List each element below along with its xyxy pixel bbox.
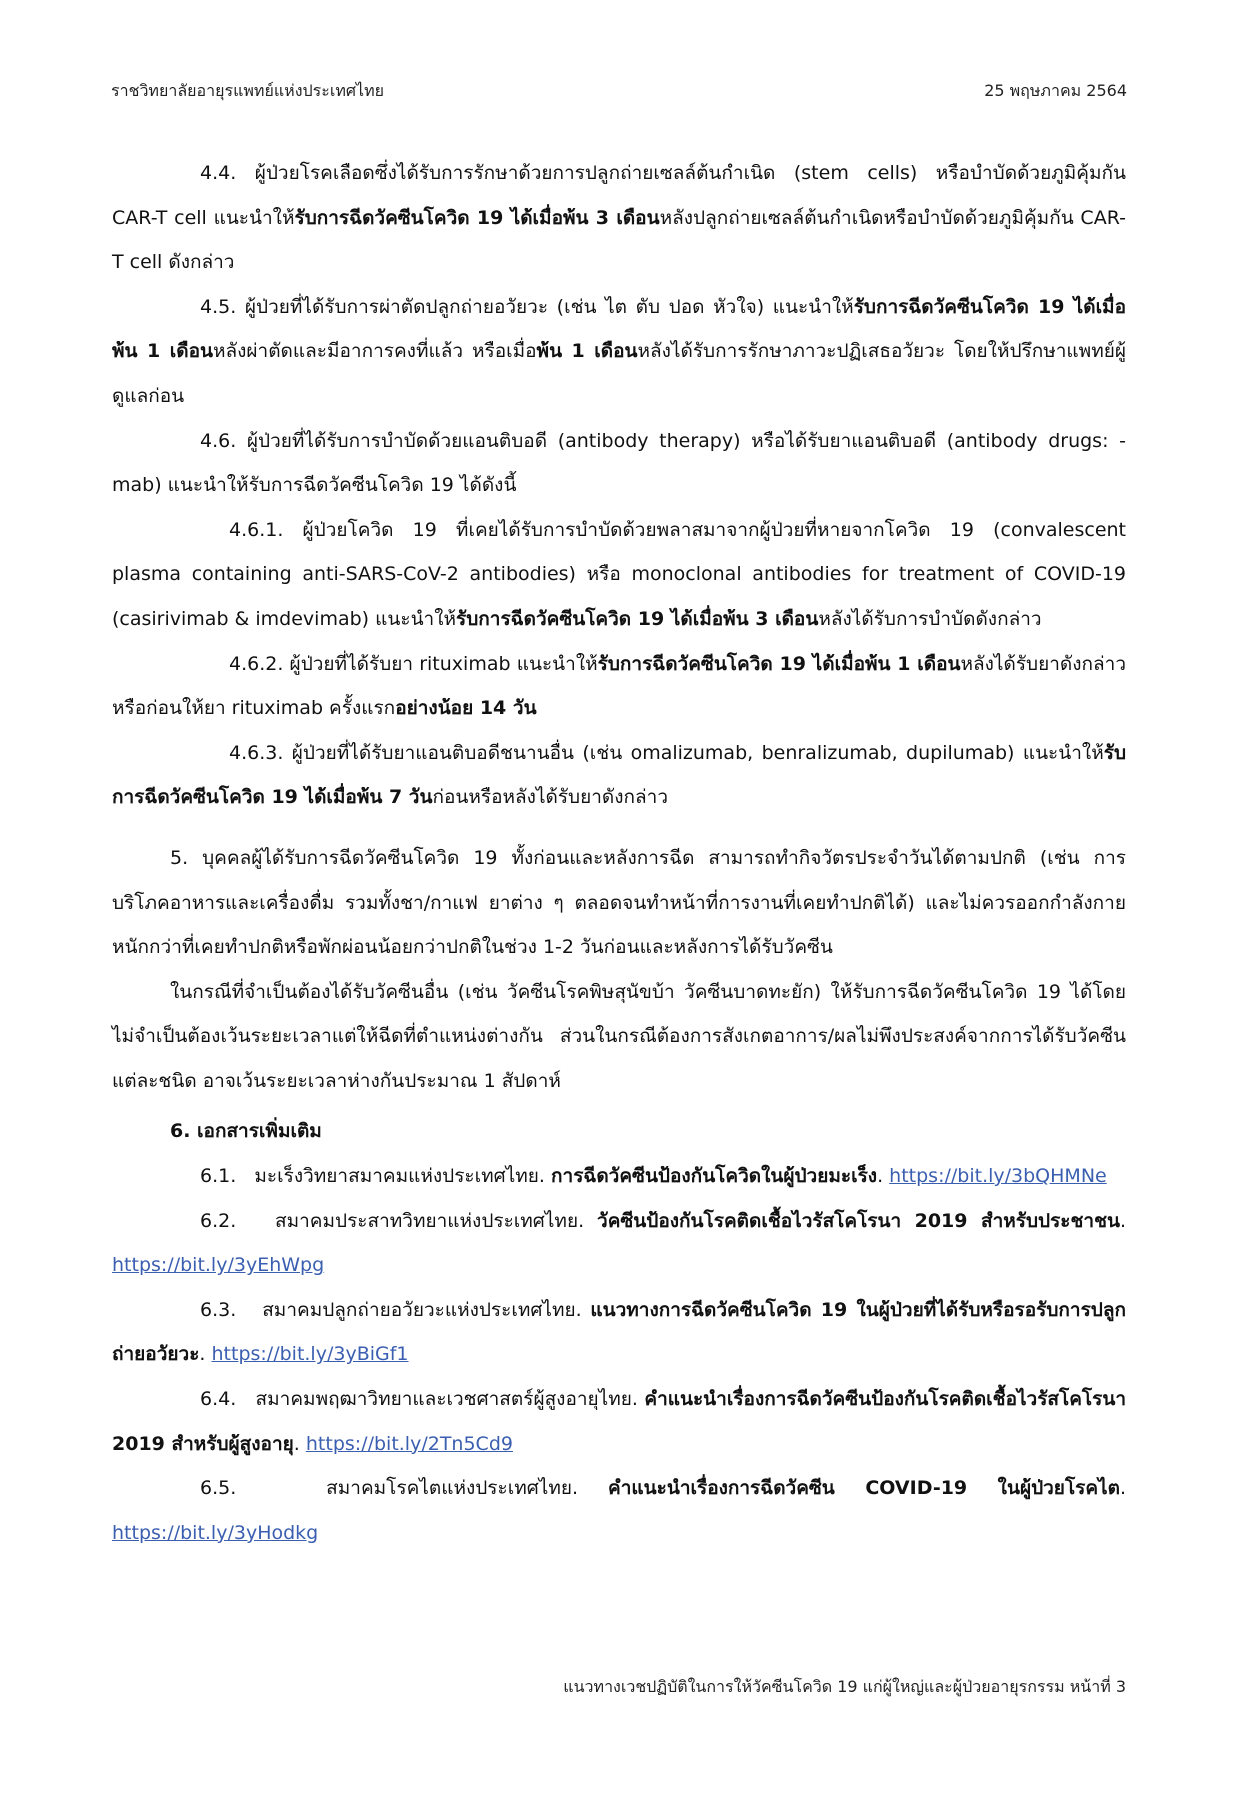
text-run: หลังได้รับยาดังกล่าว หรือก่อนให้ยา rituximab ครั้งแรก: [112, 652, 1126, 720]
bold-run: อย่างน้อย 14 วัน: [395, 697, 537, 720]
reference-number: 6.4.: [200, 1388, 237, 1411]
reference-title: วัคซีนป้องกันโรคติดเชื้อไวรัสโคโรนา 2019 สำหรับประชาชน: [597, 1209, 1120, 1232]
reference-link[interactable]: https://bit.ly/3yBiGf1: [211, 1343, 409, 1366]
header-date: 25 พฤษภาคม 2564: [984, 81, 1127, 100]
paragraph-4-6: [112, 419, 1126, 508]
paragraph-4-6-1: [112, 508, 1126, 642]
bold-run: รับการฉีดวัคซีนโควิด 19 ได้เมื่อพ้น 3 เดือน: [294, 206, 660, 229]
header-organization: ราชวิทยาลัยอายุรแพทย์แห่งประเทศไทย: [111, 81, 385, 100]
reference-6-5: 6.5. สมาคมโรคไตแห่งประเทศไทย. คำแนะนำเรื่องการฉีดวัคซีน COVID-19 ในผู้ป่วยโรคไต. https://bit.ly/3yHodkg: [112, 1477, 1127, 1544]
text-run: 4.6.2. ผู้ป่วยที่ได้รับยา rituximab แนะนำให้: [229, 652, 598, 675]
document-body: [112, 151, 1126, 1555]
reference-link[interactable]: https://bit.ly/3yHodkg: [112, 1521, 319, 1544]
reference-6-2: 6.2. สมาคมประสาทวิทยาแห่งประเทศไทย. วัคซีนป้องกันโรคติดเชื้อไวรัสโคโรนา 2019 สำหรับประชาชน. https://bit.ly/3yEhWpg: [112, 1209, 1126, 1277]
reference-title: การฉีดวัคซีนป้องกันโควิดในผู้ป่วยมะเร็ง: [551, 1165, 878, 1188]
page-footer: แนวทางเวชปฏิบัติในการให้วัคซีนโควิด 19 แก่ผู้ใหญ่และผู้ป่วยอายุรกรรม หน้าที่ 3: [563, 1677, 1126, 1696]
text-run: 4.6. ผู้ป่วยที่ได้รับการบำบัดด้วยแอนติบอดี (antibody therapy) หรือได้รับยาแอนติบอดี (antibody drugs: -mab) แนะนำให้รับการฉีดวัคซีนโควิด 19 ได้ดังนี้: [112, 429, 1126, 497]
reference-title: คำแนะนำเรื่องการฉีดวัคซีนป้องกันโรคติดเชื้อไวรัสโคโรนา 2019 สำหรับผู้สูงอายุ: [112, 1388, 1126, 1455]
text-run: ในกรณีที่จำเป็นต้องได้รับวัคซีนอื่น (เช่น วัคซีนโรคพิษสุนัขบ้า วัคซีนบาดทะยัก) ให้รับการฉีดวัคซีนโควิด 19 ได้โดยไม่จำเป็นต้องเว้นระยะเวลาแต่ให้ฉีดที่ตำแหน่งต่างกัน ส่วนในกรณีต้องการสังเกตอาการ/ผลไม่พึงประสงค์จากการได้รับวัคซีนแต่ละชนิด อาจเว้นระยะเวลาห่างกันประมาณ 1 สัปดาห์: [112, 980, 1126, 1092]
reference-title: แนวทางการฉีดวัคซีนโควิด 19 ในผู้ป่วยที่ได้รับหรือรอรับการปลูกถ่ายอวัยวะ: [112, 1298, 1126, 1366]
paragraph-4-4: [112, 151, 1126, 285]
reference-title: คำแนะนำเรื่องการฉีดวัคซีน COVID-19 ในผู้ป่วยโรคไต: [608, 1477, 1120, 1500]
paragraph-4-6-2: [112, 642, 1126, 731]
reference-organization: สมาคมปลูกถ่ายอวัยวะแห่งประเทศไทย.: [262, 1298, 582, 1321]
bold-run: พ้น 1 เดือน: [536, 340, 638, 363]
text-run: 4.6.3. ผู้ป่วยที่ได้รับยาแอนติบอดีชนานอื่น (เช่น omalizumab, benralizumab, dupilumab) แนะนำให้: [229, 741, 1104, 764]
bold-run: รับการฉีดวัคซีนโควิด 19 ได้เมื่อพ้น 7 วัน: [112, 741, 1126, 809]
text-run: 4.6.1. ผู้ป่วยโควิด 19 ที่เคยได้รับการบำบัดด้วยพลาสมาจากผู้ป่วยที่หายจากโควิด 19 (convalescent plasma containing anti-SARS-CoV-2 antibodies) หรือ monoclonal antibodies for treatment of COVID-19 (casirivimab & imdevimab) แนะนำให้: [112, 518, 1126, 630]
text-run: หลังได้รับการบำบัดดังกล่าว: [818, 607, 1042, 630]
paragraph-5-other-vaccines: [112, 970, 1126, 1104]
reference-6-1: 6.1. มะเร็งวิทยาสมาคมแห่งประเทศไทย. การฉีดวัคซีนป้องกันโควิดในผู้ป่วยมะเร็ง. https://bit.ly/3bQHMNe: [200, 1165, 1107, 1188]
reference-link[interactable]: https://bit.ly/2Tn5Cd9: [305, 1432, 513, 1455]
text-run: หลังได้รับการรักษาภาวะปฏิเสธอวัยวะ โดยให้ปรึกษาแพทย์ผู้ดูแลก่อน: [112, 340, 1126, 407]
reference-link[interactable]: https://bit.ly/3bQHMNe: [889, 1165, 1107, 1188]
reference-number: 6.1.: [200, 1165, 237, 1188]
text-run: 4.5. ผู้ป่วยที่ได้รับการผ่าตัดปลูกถ่ายอวัยวะ (เช่น ไต ตับ ปอด หัวใจ) แนะนำให้: [200, 295, 854, 318]
reference-organization: สมาคมโรคไตแห่งประเทศไทย.: [326, 1477, 579, 1500]
reference-number: 6.5.: [200, 1477, 237, 1500]
bold-run: รับการฉีดวัคซีนโควิด 19 ได้เมื่อพ้น 3 เดือน: [456, 607, 819, 630]
reference-number: 6.3.: [200, 1298, 237, 1321]
paragraph-4-5: [112, 285, 1126, 419]
reference-6-3: 6.3. สมาคมปลูกถ่ายอวัยวะแห่งประเทศไทย. แนวทางการฉีดวัคซีนโควิด 19 ในผู้ป่วยที่ได้รับหรือรอรับการปลูกถ่ายอวัยวะ. https://bit.ly/3yBiGf1: [112, 1298, 1126, 1366]
bold-run: รับการฉีดวัคซีนโควิด 19 ได้เมื่อพ้น 1 เดือน: [597, 652, 961, 675]
reference-organization: มะเร็งวิทยาสมาคมแห่งประเทศไทย.: [254, 1165, 545, 1188]
text-run: 5. บุคคลผู้ได้รับการฉีดวัคซีนโควิด 19 ทั้งก่อนและหลังการฉีด สามารถทำกิจวัตรประจำวันได้ตามปกติ (เช่น การบริโภคอาหารและเครื่องดื่ม รวมทั้งชา/กาแฟ ยาต่าง ๆ ตลอดจนทำหน้าที่การงานที่เคยทำปกติได้) และไม่ควรออกกำลังกายหนักกว่าที่เคยทำปกติหรือพักผ่อนน้อยกว่าปกติในช่วง 1-2 วันก่อนและหลังการได้รับวัคซีน: [112, 846, 1126, 959]
reference-number: 6.2.: [200, 1209, 237, 1232]
reference-link[interactable]: https://bit.ly/3yEhWpg: [112, 1254, 325, 1277]
text-run: ก่อนหรือหลังได้รับยาดังกล่าว: [432, 786, 669, 809]
section-6-title: 6. เอกสารเพิ่มเติม: [170, 1120, 322, 1143]
paragraph-5: [112, 836, 1126, 970]
text-run: 4.4. ผู้ป่วยโรคเลือดซึ่งได้รับการรักษาด้วยการปลูกถ่ายเซลล์ต้นกำเนิด (stem cells) หรือบำบัดด้วยภูมิคุ้มกัน CAR-T cell แนะนำให้: [112, 162, 1126, 229]
text-run: หลังปลูกถ่ายเซลล์ต้นกำเนิดหรือบำบัดด้วยภูมิคุ้มกัน CAR-T cell ดังกล่าว: [112, 206, 1126, 274]
text-run: หลังผ่าตัดและมีอาการคงที่แล้ว หรือเมื่อ: [212, 340, 537, 363]
bold-run: รับการฉีดวัคซีนโควิด 19 ได้เมื่อพ้น 1 เดือน: [112, 295, 1126, 363]
reference-organization: สมาคมพฤฒาวิทยาและเวชศาสตร์ผู้สูงอายุไทย.: [255, 1388, 638, 1411]
paragraph-4-6-3: [112, 731, 1126, 820]
reference-6-4: 6.4. สมาคมพฤฒาวิทยาและเวชศาสตร์ผู้สูงอายุไทย. คำแนะนำเรื่องการฉีดวัคซีนป้องกันโรคติดเชื้อไวรัสโคโรนา 2019 สำหรับผู้สูงอายุ. https://bit.ly/2Tn5Cd9: [112, 1388, 1126, 1455]
reference-organization: สมาคมประสาทวิทยาแห่งประเทศไทย.: [274, 1209, 585, 1232]
